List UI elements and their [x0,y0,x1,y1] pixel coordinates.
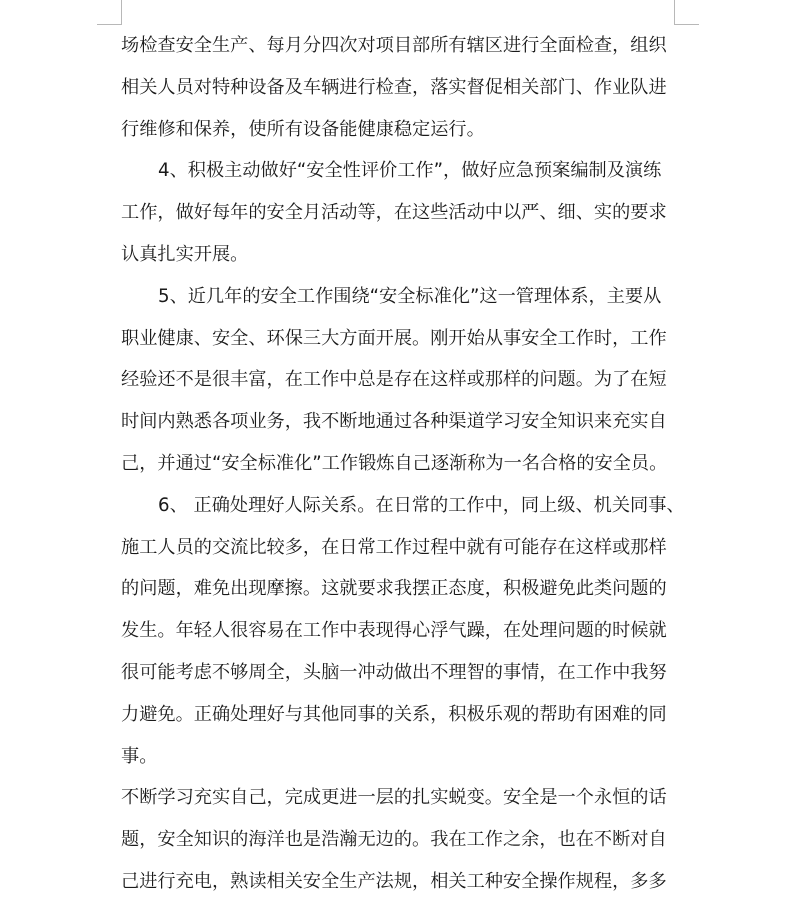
document-body [121,25,685,903]
text-line: 事。 [121,745,158,767]
text-line: 发生。年轻人很容易在工作中表现得心浮气躁，在处理问题的时候就 [121,620,667,642]
text-line: 己，并通过“安全标准化”工作锻炼自己逐渐称为一名合格的安全员。 [121,452,668,474]
text-line: 力避免。正确处理好与其他同事的关系，积极乐观的帮助有困难的同 [121,703,667,725]
text-line: 场检查安全生产、每月分四次对项目部所有辖区进行全面检查，组织 [121,35,667,56]
text-line: 不断学习充实自己，完成更进一层的扎实蜕变。安全是一个永恒的话 [121,787,667,809]
paragraph [121,777,677,902]
text-line: 认真扎实开展。 [121,243,249,265]
text-line: 的问题，难免出现摩擦。这就要求我摆正态度，积极避免此类问题的 [121,578,667,600]
text-line: 己进行充电，熟读相关安全生产法规，相关工种安全操作规程，多多 [121,870,667,892]
text-line: 时间内熟悉各项业务，我不断地通过各种渠道学习安全知识来充实自 [121,411,667,433]
text-line: 很可能考虑不够周全，头脑一冲动做出不理智的事情，在工作中我努 [121,661,667,683]
text-line: 4、积极主动做好“安全性评价工作”，做好应急预案编制及演练 [158,160,662,182]
paragraph [121,150,677,275]
text-line: 相关人员对特种设备及车辆进行检查，落实督促相关部门、作业队进 [121,76,667,98]
text-line: 行维修和保养，使所有设备能健康稳定运行。 [121,118,485,140]
text-line: 5、近几年的安全工作围绕“安全标准化”这一管理体系，主要从 [158,285,662,307]
crop-mark-top-right [674,0,675,24]
text-line: 施工人员的交流比较多，在日常工作过程中就有可能存在这样或那样 [121,536,667,558]
paragraph [121,25,677,150]
paragraph [121,276,677,485]
crop-mark-top-left [121,0,122,24]
crop-mark-top-right [674,24,699,25]
text-line: 题，安全知识的海洋也是浩瀚无边的。我在工作之余，也在不断对自 [121,829,667,851]
text-line: 职业健康、安全、环保三大方面开展。刚开始从事安全工作时，工作 [121,327,667,349]
paragraph [121,485,685,778]
crop-mark-top-left [97,24,122,25]
text-line: 6、 正确处理好人际关系。在日常的工作中，同上级、机关同事、 [158,494,685,516]
text-line: 经验还不是很丰富，在工作中总是存在这样或那样的问题。为了在短 [121,369,667,391]
text-line: 工作，做好每年的安全月活动等，在这些活动中以严、细、实的要求 [121,202,667,224]
